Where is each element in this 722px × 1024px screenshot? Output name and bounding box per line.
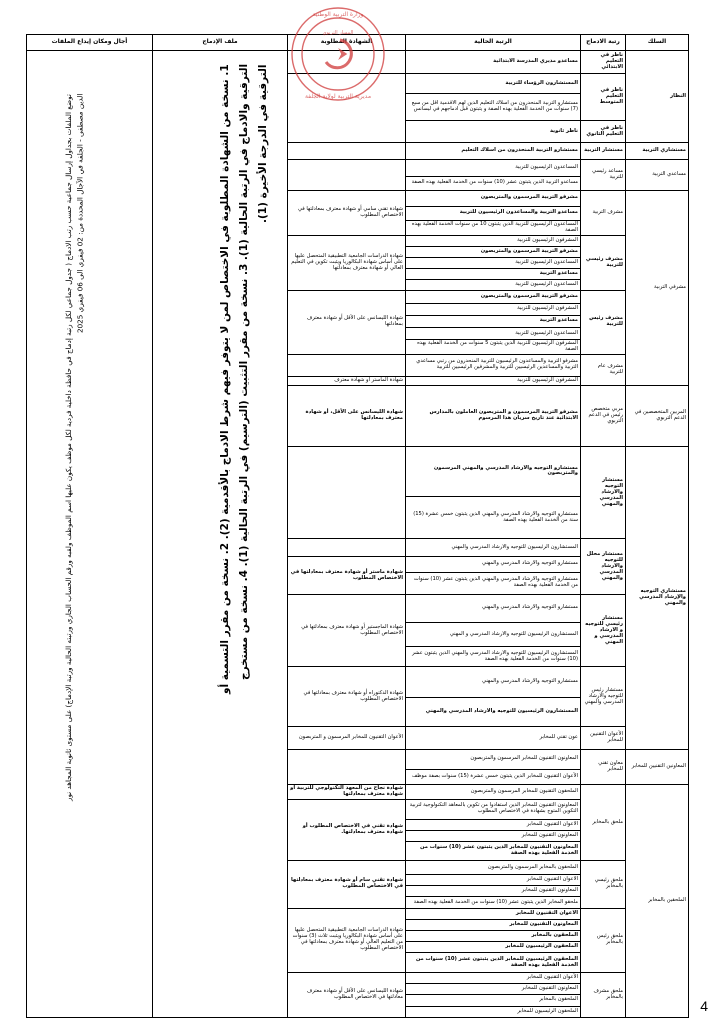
diploma-cell — [288, 354, 406, 376]
grade-cell: مربي متخصص رئيس في الدعم التربوي — [581, 385, 626, 446]
diploma-cell: شهادة الدراسات الجامعية التطبيقية المتحصل عليها على أساس شهادة البكالوريا ويثبت ثلاث (3) سنوات من التعليم العالي أو شهادة معترف بمعادلتها في الاختصاص المطلوب — [288, 908, 406, 973]
current-grade-cell: المساعدون الرئيسيون للتربية — [406, 257, 581, 268]
diploma-cell: شهادة نجاح من المعهد التكنولوجي للتربية أو شهادة معترف بمعادلتها — [288, 785, 406, 799]
diploma-cell — [288, 160, 406, 191]
current-grade-cell: المشرفون الرئيسيون للتربية — [406, 376, 581, 385]
current-grade-cell: الاعوان التقنيون للمخابر — [406, 819, 581, 830]
current-grade-cell: مستشارو التوجيه والارشاد المدرسي والمهني الذين يثبتون عشر (10) سنوات من الخدمة الفعلية بهذه الصفة — [406, 572, 581, 594]
diploma-cell: شهادة الدكتوراه أو شهادة معترف بمعادلتها في الاختصاص المطلوب — [288, 667, 406, 727]
current-grade-cell: المعاونون التقنيون للمخابر الذين استفادوا من تكوين بالمعاهد التكنولوجية لتربية التكوين المتوج بشهادة في الاختصاص المطلوب — [406, 799, 581, 819]
diploma-cell: شهادة الماجستير أو شهادة معترف بمعادلتها في الاختصاص المطلوب — [288, 594, 406, 666]
current-grade-cell: المشرفون الرئيسيون للتربية — [406, 303, 581, 315]
current-grade-cell: مشرفو التربية المرسمون و المتربصون العاملون بالمدارس الابتدائية عند تاريخ سريان هذا المرسوم — [406, 385, 581, 446]
current-grade-cell: المساعدون الرئيسيون للتربية — [406, 327, 581, 339]
current-grade-cell: مساعدو التربية — [406, 315, 581, 327]
current-grade-cell: المستشارون الرؤساء للتربية — [406, 74, 581, 94]
current-grade-cell: مساعدو مديري المدرسة الابتدائية — [406, 51, 581, 74]
corps-cell: المعاونين التقنيين للمخابر — [626, 749, 689, 785]
grade-cell: مستشار رئيس للتوجيه والارشاد المدرسي والمهني — [581, 667, 626, 727]
diploma-cell — [288, 539, 406, 557]
grade-cell: ناظر في التعليم المتوسط — [581, 74, 626, 121]
grade-cell: معاون تقني للمخابر — [581, 749, 626, 785]
current-grade-cell: المستشارون الرئيسيون للتوجيه والارشاد المدرسي و المهني — [406, 622, 581, 646]
diploma-cell: شهادة تقني في الاختصاص المطلوب أو شهادة معترف بمعادلتها. — [288, 799, 406, 860]
current-grade-cell: مستشارو التوجيه والارشاد المدرسي والمهني — [406, 557, 581, 573]
header-file: ملف الإدماج — [153, 35, 288, 51]
grade-cell: ملحق بالمخابر — [581, 785, 626, 861]
diploma-cell — [288, 749, 406, 785]
current-grade-cell: مساعدو التربية والمساعدون الرئيسيون للتربية — [406, 206, 581, 220]
current-grade-cell: الأعوان التقنيون للمخابر الذين يثبتون خمس عشرة (15) سنوات بصفة موظف — [406, 769, 581, 785]
current-grade-cell: مستشارو التربية المنحدرون من اسلاك التعليم — [406, 143, 581, 160]
grade-cell: ملحق رئيس بالمخابر — [581, 908, 626, 973]
current-grade-cell: المعاونون التقنيون للمخابر — [406, 919, 581, 930]
current-grade-cell: مشرفو التربية المرسمون والمتربصون — [406, 191, 581, 207]
corps-cell: المربين المتخصصين في الدعم التربوي — [626, 385, 689, 446]
grade-cell: مستشار التربية — [581, 143, 626, 160]
stamp-line-2: مديرية التربية لولاية الجلفة — [304, 93, 372, 100]
current-grade-cell: الملحقون التقنيون للمخابر المرسمون والمتربصون — [406, 785, 581, 799]
grade-cell: مساعد رئيسي للتربية — [581, 160, 626, 191]
current-grade-cell: المساعدون الرئيسيون للتربية — [406, 280, 581, 291]
current-grade-cell: المساعدون الرئيسيون للتربية — [406, 160, 581, 177]
current-grade-cell: مستشارو التوجيه والارشاد المدرسي والمهني المرسمون والمتربصون — [406, 446, 581, 496]
current-grade-cell: الاعوان التقنيون للمخابر — [406, 875, 581, 886]
current-grade-cell: الأعوان التقنيون للمخابر — [406, 973, 581, 984]
diploma-cell: شهادة تقني سام أو شهادة معترف بمعادلتها في الاختصاص المطلوب — [288, 860, 406, 908]
stamp-line-1: وزارة التربية الوطنية — [312, 11, 364, 18]
current-grade-cell: الملحقون الرئيسيون للمخابر — [406, 1006, 581, 1017]
current-grade-cell: مستشارو التوجيه والارشاد المدرسي والمهني — [406, 667, 581, 698]
corps-nadhar: النظار — [626, 51, 689, 143]
current-grade-cell: مستشارو التوجيه والارشاد المدرسي والمهني — [406, 594, 581, 622]
current-grade-cell: المشرفون الرئيسيون للتربية الذين يثبتون 5 سنوات من الخدمة الفعلية بهذه الصفة — [406, 340, 581, 354]
header-corps: السلك — [626, 35, 689, 51]
grade-cell: ملحق مشرف بالمخابر — [581, 973, 626, 1018]
current-grade-cell: مساعدو التربية الذين يثبتون عشر (10) سنوات من الخدمة الفعلية بهذه الصفة — [406, 176, 581, 190]
diploma-cell — [288, 74, 406, 143]
current-grade-cell: المعاونون التقنيون للمخابر — [406, 886, 581, 897]
stamp-line-3: المسار التربوي — [322, 30, 354, 36]
header-diploma: الشهادة المطلوبة — [288, 35, 406, 51]
current-grade-cell: المعاونون التقنيون للمخابر الذين يثبتون عشر (10) سنوات من الخدمة الفعلية بهذه الصفة — [406, 841, 581, 860]
current-grade-cell: مستشارو التوجيه والارشاد المدرسي والمهني الذين يثبتون خمس عشرة (15) سنة من الخدمة الفعلية بهذه الصفة — [406, 497, 581, 539]
current-grade-cell: الملحقون بالمخابر — [406, 930, 581, 941]
current-grade-cell: مستشارو التربية المنحدرون من اسلاك التعليم الذين لهم الاقدمية اقل من سبع (7) سنوات من الخدمة الفعلية بهذه الصفة و يثبتون قبل ادماجهم في ليسانس — [406, 94, 581, 121]
current-grade-cell: الاعوان التقنيون للمخابر — [406, 908, 581, 919]
grade-cell: ناظر في التعليم الابتدائي — [581, 51, 626, 74]
current-grade-cell: المستشارون الرئيسيون للتوجيه والارشاد المدرسي والمهني — [406, 698, 581, 727]
diploma-cell: شهادة الليسانس على الأقل أو شهادة معترف معادلتها في الاختصاص المطلوب — [288, 973, 406, 1018]
document-page — [26, 11, 688, 1018]
current-grade-cell: مشرفو التربية والمساعدون الرئيسيون للتربية المنحدرون من رتبي مساعدي التربية والمساعدين الرئيسيين للتربية والمشرفين الرئيسيين للتربية — [406, 354, 581, 376]
current-grade-cell: الملحقون الرئيسيون للمخابر — [406, 941, 581, 952]
diploma-cell: شهادة ماستر أو شهادة معترف بمعادلتها في الاختصاص المطلوب — [288, 557, 406, 595]
corps-cell: مستشاري التربية — [626, 143, 689, 160]
grade-cell: مستشار التوجيه والارشاد المدرسي والمهني — [581, 446, 626, 538]
corps-cell: الأعوان التقنيين للمخابر — [581, 727, 626, 749]
grade-cell: ناظر في التعليم الثانوي — [581, 121, 626, 143]
diploma-cell: شهادة الليسانس على الأقل أو شهادة معترف بمعادلتها — [288, 291, 406, 354]
current-grade-cell: الملحقون بالمخابر — [406, 995, 581, 1006]
current-grade-cell: المعاونون التقنيون للمخابر — [406, 984, 581, 995]
diploma-cell: شهادة الليسانس على الأقل، أو شهادة معترف بمعادلتها — [288, 385, 406, 446]
grade-cell: مشرف عام للتربية — [581, 354, 626, 385]
current-grade-cell: المساعدون الرئيسيون للتربية الذين يثبتون 10 من سنوات الخدمة الفعلية بهذه الصفة — [406, 221, 581, 235]
current-grade-cell: المعاونون التقنيون للمخابر المرسمون والمتربصون — [406, 749, 581, 769]
diploma-cell: شهادة الماستر أو شهادة معترف — [288, 376, 406, 385]
current-grade-cell: المشرفون الرئيسيون للتربية — [406, 235, 581, 246]
corps-cell: الملحقين بالمخابر — [626, 785, 689, 1018]
grade-cell: مشرف رئيسي للتربية — [581, 235, 626, 291]
current-grade-cell: الأعوان التقنيون للمخابر المرسمون و المتربصون — [288, 727, 406, 749]
diploma-cell — [288, 143, 406, 160]
diploma-cell — [288, 446, 406, 538]
current-grade-cell: ملحقو المخابر الذين يثبتون عشر (10) سنوات من الخدمة الفعلية بهذه الصفة — [406, 897, 581, 908]
grade-cell: عون تقني للمخابر — [406, 727, 581, 749]
corps-cell: مشرفي التربية — [626, 191, 689, 386]
diploma-cell: شهادة تقني سامي أو شهادة معترف بمعادلتها في الاختصاص المطلوب — [288, 191, 406, 235]
current-grade-cell: المعاونون التقنيون للمخابر — [406, 830, 581, 841]
diploma-cell — [288, 51, 406, 74]
grade-cell: ملحق رئيسي بالمخابر — [581, 860, 626, 908]
file-requirements-text: 1. نسخة من الشهادة المطلوبة في الاختصاص لمن لا يتوفر فيهم شرط الادماج بالأقدمية (2). 2. نسخة من مقرر التسمية أو الترقية والادماج في الرتبة الحالية (1). 3. نسخة من مقرر التثبيت (الترسيم) في الرتبة الحالية (1). 4. نسخة من مستخرج الترقية في الدرجة الأخيرة (1). — [219, 64, 269, 694]
deadline-text: توضع الملفات بجداول إرسال جماعية حسب رتب الادماج ( جدول جماعي لكل رتبة إدماج في حافظة داخلية فردية لكل موظف يكون عليها اسم الموظف ولقبه ورقم الحساب الجاري ورتبته الحالية ورتبة الإدماج) على مستوى ثانوية المجاهد نور الدين مصطفى - الجلفة في الآجال المحددة من: 02 فيفري الى 06 فيفري 2025 — [64, 94, 85, 801]
grade-cell: مشرف رئيس للتربية — [581, 291, 626, 354]
current-grade-cell: الملحقون الرئيسيون للمخابر الذين يثبتون عشر (10) سنوات من الخدمة الفعلية بهذه الصفة — [406, 953, 581, 973]
current-grade-cell: الملحقون بالمخابر المرسمون والمتربصون — [406, 860, 581, 874]
page-number: 4 — [700, 998, 708, 1014]
current-grade-cell: مشرفو التربية المرسمون والمتربصون — [406, 291, 581, 303]
header-grade-integration: رتبة الادماج — [581, 35, 626, 51]
header-current-grade: الرتبة الحالية — [406, 35, 581, 51]
corps-cell: مستشاري التوجيه والإرشاد المدرسي والمهني — [626, 446, 689, 749]
current-grade-cell: المستشارون الرئيسيون للتوجيه والارشاد المدرسي والمهني — [406, 539, 581, 557]
table-header-row — [27, 35, 689, 51]
diploma-cell: شهادة الدراسات الجامعية التطبيقية المتحصل عليها على أساس شهادة البكالوريا ويثبت تكوين في التعليم العالي أو شهادة معترف بمعادلتها — [288, 235, 406, 291]
grade-cell: مشرف التربية — [581, 191, 626, 235]
header-deadline: أجال ومكان إيداع الملفات — [27, 35, 153, 51]
current-grade-cell: مساعدو التربية — [406, 269, 581, 280]
current-grade-cell: ناظر ثانوية — [406, 121, 581, 143]
grade-cell: مستشار محلل للتوجيه والارشاد المدرسي والمهني — [581, 539, 626, 595]
corps-cell: مساعدي التربية — [626, 160, 689, 191]
current-grade-cell: مشرفو التربية المرسمون والمتربصون — [406, 246, 581, 257]
grade-cell: مستشار رئيسي للتوجيه و الارشاد المدرسي و المهني — [581, 594, 626, 666]
current-grade-cell: المستشارون الرئيسيون للتوجيه والارشاد المدرسي والمهني الذين يثبتون عشر (10) سنوات من الخدمة الفعلية بهذه الصفة — [406, 647, 581, 667]
